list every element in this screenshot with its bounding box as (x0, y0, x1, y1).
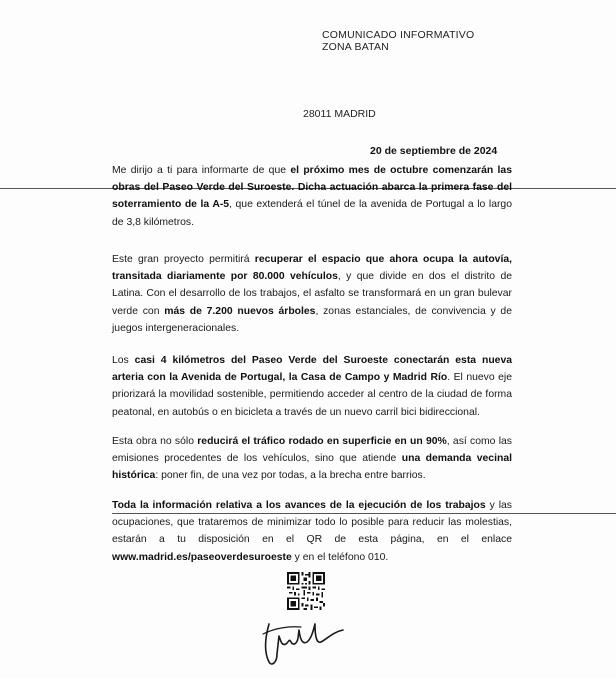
letter-date: 20 de septiembre de 2024 (370, 145, 498, 157)
postal-code: 28011 MADRID (303, 108, 376, 120)
bold-run: casi 4 kilómetros del Paseo Verde del Suroeste conectarán esta nueva arteria con la Avenida de Portugal, la Casa de Campo y Madrid Río (112, 355, 513, 384)
header-zone: ZONA BATAN (322, 41, 389, 53)
text-run: , zonas estanciales, de convivencia y de juegos intergeneracionales. (112, 305, 512, 334)
website-link-text: www.madrid.es/paseoverdesuroeste (112, 551, 292, 563)
header-title: COMUNICADO INFORMATIVO (322, 29, 475, 41)
text-run: Esta obra no sólo (112, 436, 198, 447)
bold-run: reducirá el tráfico rodado en superficie en un 90% (197, 436, 447, 447)
paragraph-traffic (112, 433, 512, 485)
bold-run: más de 7.200 nuevos árboles (164, 305, 316, 317)
qr-code-icon (287, 572, 325, 610)
bold-run: Toda la información relativa a los avances de la ejecución de los trabajos (112, 500, 486, 511)
text-run: Me dirijo a ti para informarte de que (112, 165, 291, 176)
text-run: Este gran proyecto permitirá (112, 254, 255, 265)
text-run: y en el teléfono 010. (291, 551, 389, 563)
paragraph-information (112, 497, 512, 566)
bold-run: el próximo mes de octubre comenzarán las obras del Paseo Verde del Suroeste. Dicha actuación abarca la primera fase del soterramiento de la A-5 (112, 165, 512, 211)
text-run: y las ocupaciones, que trataremos de minimizar todo lo posible para reducir las molestias, estarán a tu disposición en el QR de esta página, en el enlace (112, 500, 512, 546)
text-run: , que extenderá el túnel de la avenida de Portugal a lo largo de 3,8 kilómetros. (112, 199, 512, 228)
text-run: , y que divide en dos el distrito de Latina. Con el desarrollo de los trabajos, el asfalto se transformará en un gran bulevar verde con (112, 271, 512, 317)
signature-image (255, 612, 355, 672)
text-run: : poner fin, de una vez por todas, a la brecha entre barrios. (155, 470, 426, 482)
bold-run: una demanda vecinal histórica (112, 453, 512, 482)
text-run: Los (112, 355, 135, 366)
bold-run: recuperar el espacio que ahora ocupa la autovía, transitada diariamente por 80.000 vehículos (112, 254, 512, 283)
text-run: , así como las emisiones procedentes de los vehículos, sino que atiende (112, 436, 512, 465)
text-run: . El nuevo eje priorizará la movilidad sostenible, permitiendo acceder al centro de la ciudad de forma peatonal, en autobús o en bicicleta a través de un nuevo carril bici bidireccional. (112, 372, 513, 418)
paragraph-connection (112, 352, 512, 421)
paragraph-project (112, 251, 512, 337)
paragraph-intro (112, 162, 512, 231)
letter-header (322, 29, 474, 53)
